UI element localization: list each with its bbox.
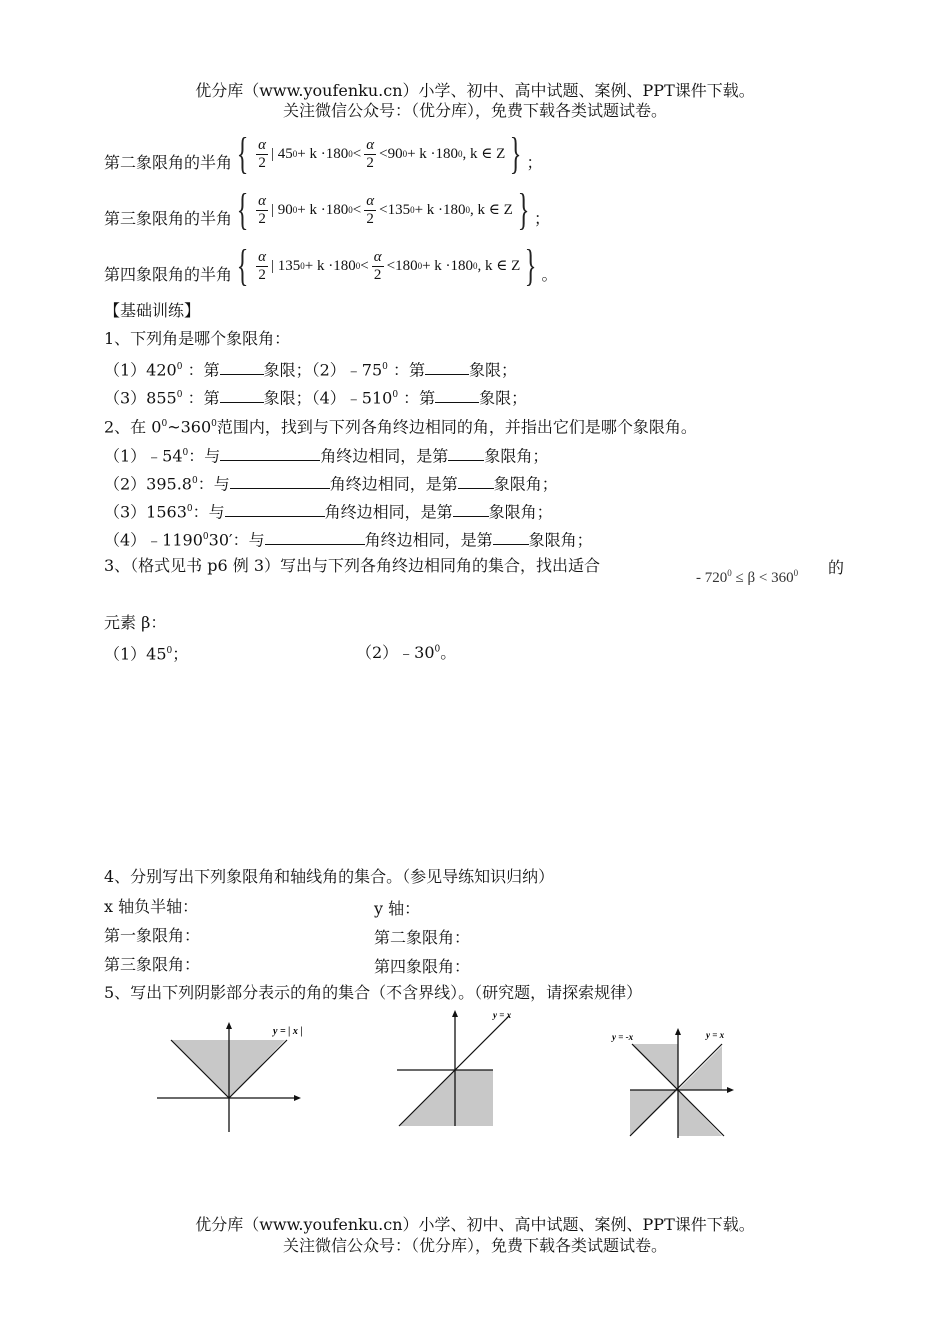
less-than: < bbox=[352, 146, 362, 162]
deg: 0 bbox=[417, 261, 423, 271]
answer-blank[interactable] bbox=[493, 528, 529, 545]
q2-item bbox=[104, 470, 558, 495]
footer-line-2: 关注微信公众号：（优分库），免费下载各类试题试卷。 bbox=[282, 1236, 667, 1255]
fraction bbox=[372, 249, 384, 284]
right-brace: } bbox=[525, 241, 537, 290]
q2-item bbox=[104, 442, 548, 467]
punct: ； bbox=[533, 209, 550, 228]
deg: 0 bbox=[382, 362, 388, 372]
q1-text: ：第 bbox=[392, 360, 425, 380]
q2-mid: 角终边相同，是第 bbox=[324, 502, 453, 522]
answer-blank[interactable] bbox=[448, 444, 484, 461]
q3-title-text: 3、（格式见书 p6 例 3）写出与下列各角终边相同角的集合，找出适合 bbox=[104, 556, 601, 575]
alpha: α bbox=[373, 248, 382, 265]
q2-item-prefix: （1）﹣54 bbox=[104, 446, 183, 466]
figure-3 bbox=[610, 1024, 750, 1140]
q2-mid: 角终边相同，是第 bbox=[320, 446, 449, 466]
beta-range bbox=[696, 568, 798, 587]
x-axis-arrow bbox=[727, 1087, 734, 1093]
q1-text: ：第 bbox=[187, 388, 220, 408]
upper-bound: 90 bbox=[387, 146, 403, 162]
deg: 0 bbox=[182, 448, 189, 458]
q4-y-axis: y 轴： bbox=[374, 899, 421, 918]
left-brace: { bbox=[236, 185, 249, 234]
q4-quadrant-2: 第二象限角： bbox=[374, 928, 471, 947]
q3-item-1 bbox=[104, 640, 188, 665]
k-in-z: , k ∈ Z bbox=[462, 146, 506, 162]
deg: 0 bbox=[166, 646, 173, 656]
two: 2 bbox=[258, 266, 266, 283]
q3-punct: 。 bbox=[440, 643, 457, 662]
fig3-label-left: y = -x bbox=[612, 1032, 634, 1042]
bar: | bbox=[271, 146, 275, 162]
right-brace: } bbox=[510, 129, 522, 178]
q2-title bbox=[104, 413, 697, 438]
q3-title bbox=[104, 555, 600, 577]
deg: 0 bbox=[727, 568, 732, 578]
y-axis-arrow bbox=[452, 1010, 458, 1017]
bar: | bbox=[271, 258, 275, 274]
lower-bound: 45 bbox=[277, 146, 293, 162]
beta-mid: ≤ β < 360 bbox=[731, 570, 794, 586]
q1-text: ：第 bbox=[187, 360, 220, 380]
deg: 0 bbox=[186, 504, 193, 514]
x-axis-arrow bbox=[294, 1095, 301, 1101]
q1-item-1: （1）420 bbox=[104, 360, 177, 380]
deg: 0 bbox=[348, 205, 353, 215]
upper-bound: 180 bbox=[395, 258, 418, 274]
left-brace: { bbox=[236, 129, 249, 178]
k-in-z: , k ∈ Z bbox=[470, 202, 513, 218]
answer-blank[interactable] bbox=[435, 386, 479, 403]
answer-blank[interactable] bbox=[458, 472, 494, 489]
half-angle-label: 第三象限角的半角 bbox=[104, 209, 233, 228]
q1-text: ：第 bbox=[403, 388, 436, 408]
q1-item-2: 象限；（2）﹣75 bbox=[263, 360, 383, 380]
shade-region bbox=[171, 1040, 285, 1098]
deg: 0 bbox=[355, 261, 361, 271]
figure-2 bbox=[393, 1008, 533, 1133]
half-angle-row bbox=[104, 185, 550, 241]
shade-q1 bbox=[678, 1046, 722, 1090]
answer-blank[interactable] bbox=[453, 500, 489, 517]
plus-k: + k ·180 bbox=[297, 202, 349, 218]
two: 2 bbox=[258, 210, 266, 227]
punct: 。 bbox=[541, 265, 558, 284]
q2-title-b: ~360 bbox=[167, 417, 212, 437]
less-than: < bbox=[352, 202, 362, 218]
q2-end: 象限角； bbox=[528, 530, 593, 550]
less-than: < bbox=[360, 258, 369, 274]
two: 2 bbox=[366, 154, 374, 171]
q2-item bbox=[104, 498, 553, 523]
deg: 0 bbox=[161, 419, 168, 429]
deg: 0 bbox=[176, 362, 183, 372]
q2-item bbox=[104, 526, 593, 551]
lower-bound: 90 bbox=[277, 202, 293, 218]
q2-title-c: 范围内，找到与下列各角终边相同的角，并指出它们是哪个象限角。 bbox=[216, 417, 697, 437]
deg: 0 bbox=[458, 149, 463, 159]
q2-item-prefix: （3）1563 bbox=[104, 502, 187, 522]
alpha: α bbox=[366, 136, 375, 153]
q3-item-2 bbox=[356, 640, 456, 663]
section-title: 【基础训练】 bbox=[104, 301, 201, 320]
bar: | bbox=[271, 202, 275, 218]
y-axis-arrow bbox=[226, 1022, 232, 1029]
two: 2 bbox=[373, 266, 382, 283]
q2-end: 象限角； bbox=[493, 474, 558, 494]
half-angle-label: 第四象限角的半角 bbox=[104, 265, 233, 284]
deg: 0 bbox=[176, 390, 183, 400]
q2-mid: 角终边相同，是第 bbox=[329, 474, 458, 494]
q4-quadrant-1: 第一象限角： bbox=[104, 926, 201, 945]
plus-k: + k ·180 bbox=[414, 202, 466, 218]
half-angle-row bbox=[104, 241, 558, 297]
beta-low: - 720 bbox=[696, 570, 728, 586]
deg: 0 bbox=[192, 476, 198, 486]
answer-blank[interactable] bbox=[220, 444, 320, 461]
half-angle-set bbox=[232, 129, 526, 178]
answer-blank[interactable] bbox=[425, 358, 469, 375]
half-angle-row bbox=[104, 129, 543, 185]
punct: ； bbox=[526, 153, 543, 172]
q4-title: 4、分别写出下列象限角和轴线角的集合。（参见导练知识归纳） bbox=[104, 867, 555, 886]
right-brace: } bbox=[517, 185, 530, 234]
deg: 0 bbox=[202, 532, 209, 542]
answer-blank[interactable] bbox=[220, 386, 264, 403]
alpha: α bbox=[258, 248, 267, 265]
q1-text: 象限； bbox=[479, 388, 528, 408]
deg: 0 bbox=[410, 205, 415, 215]
fraction bbox=[364, 137, 376, 172]
q1-row-2 bbox=[104, 384, 527, 409]
deg: 0 bbox=[465, 205, 471, 215]
alpha: α bbox=[258, 136, 267, 153]
q2-item-suffix: ：与 bbox=[192, 502, 225, 522]
fig1-label: y = | x | bbox=[273, 1026, 303, 1037]
q3-item-2-text: （2）﹣30 bbox=[356, 643, 435, 662]
deg: 0 bbox=[300, 261, 305, 271]
half-angle-label: 第二象限角的半角 bbox=[104, 153, 233, 172]
q1-text: 象限； bbox=[468, 360, 517, 380]
less-than: < bbox=[386, 258, 396, 274]
deg: 0 bbox=[434, 644, 441, 655]
half-angle-set bbox=[232, 185, 534, 234]
q1-item-3: （3）855 bbox=[104, 388, 177, 408]
answer-blank[interactable] bbox=[225, 500, 325, 517]
figure-1 bbox=[155, 1018, 305, 1138]
q1-item-4: 象限；（4）﹣510 bbox=[263, 388, 393, 408]
fig2-label: y = x bbox=[493, 1010, 512, 1020]
left-brace: { bbox=[236, 241, 249, 290]
deg: 0 bbox=[211, 419, 217, 429]
q1-row-1 bbox=[104, 356, 517, 381]
q2-mid: 角终边相同，是第 bbox=[364, 530, 493, 550]
less-than: < bbox=[379, 202, 388, 218]
deg: 0 bbox=[392, 390, 399, 400]
fig3-label-right: y = x bbox=[706, 1030, 725, 1040]
q4-quadrant-3: 第三象限角： bbox=[104, 955, 201, 974]
two: 2 bbox=[258, 154, 266, 171]
q4-x-negative: x 轴负半轴： bbox=[104, 897, 199, 916]
lower-bound: 135 bbox=[277, 258, 301, 274]
q2-item-prefix: （4）﹣1190 bbox=[104, 530, 203, 550]
fraction bbox=[256, 249, 268, 284]
alpha: α bbox=[366, 192, 375, 209]
answer-blank[interactable] bbox=[220, 358, 264, 375]
deg: 0 bbox=[348, 149, 353, 159]
fraction bbox=[256, 193, 268, 228]
q2-item-suffix: ：与 bbox=[197, 474, 230, 494]
less-than: < bbox=[379, 146, 388, 162]
q2-item-suffix: ：与 bbox=[188, 446, 221, 466]
q2-item-suffix: 30′：与 bbox=[208, 530, 265, 550]
q3-punct: ； bbox=[172, 644, 189, 664]
two: 2 bbox=[366, 210, 374, 227]
q3-item-1-text: （1）45 bbox=[104, 644, 167, 664]
q3-title-end: 的 bbox=[828, 558, 845, 577]
header-line-2: 关注微信公众号：（优分库），免费下载各类试题试卷。 bbox=[282, 101, 667, 120]
footer-line-1: 优分库（www.youfenku.cn）小学、初中、高中试题、案例、PPT课件下载。 bbox=[195, 1215, 755, 1234]
deg: 0 bbox=[793, 568, 799, 578]
alpha: α bbox=[258, 192, 267, 209]
q3-line-2: 元素 β： bbox=[104, 613, 167, 632]
q4-quadrant-4: 第四象限角： bbox=[374, 957, 471, 976]
plus-k: + k ·180 bbox=[297, 146, 349, 162]
answer-blank[interactable] bbox=[230, 472, 330, 489]
fraction bbox=[256, 137, 268, 172]
plus-k: + k ·180 bbox=[407, 146, 459, 162]
q5-title: 5、写出下列阴影部分表示的角的集合（不含界线）。（研究题，请探索规律） bbox=[104, 983, 643, 1002]
q2-end: 象限角； bbox=[488, 502, 553, 522]
deg: 0 bbox=[292, 205, 298, 215]
y-axis-arrow bbox=[675, 1028, 681, 1035]
q1-title: 1、下列角是哪个象限角： bbox=[104, 329, 291, 348]
upper-bound: 135 bbox=[387, 202, 411, 218]
deg: 0 bbox=[292, 149, 298, 159]
fraction bbox=[364, 193, 376, 228]
plus-k: + k ·180 bbox=[422, 258, 474, 274]
half-angle-set bbox=[232, 241, 541, 290]
q2-end: 象限角； bbox=[484, 446, 549, 466]
deg: 0 bbox=[473, 261, 478, 271]
answer-blank[interactable] bbox=[265, 528, 365, 545]
q2-title-a: 2、在 0 bbox=[104, 417, 162, 437]
q2-item-prefix: （2）395.8 bbox=[104, 474, 192, 494]
deg: 0 bbox=[402, 149, 408, 159]
k-in-z: , k ∈ Z bbox=[477, 258, 521, 274]
plus-k: + k ·180 bbox=[304, 258, 356, 274]
header-line-1: 优分库（www.youfenku.cn）小学、初中、高中试题、案例、PPT课件下载。 bbox=[195, 81, 755, 100]
